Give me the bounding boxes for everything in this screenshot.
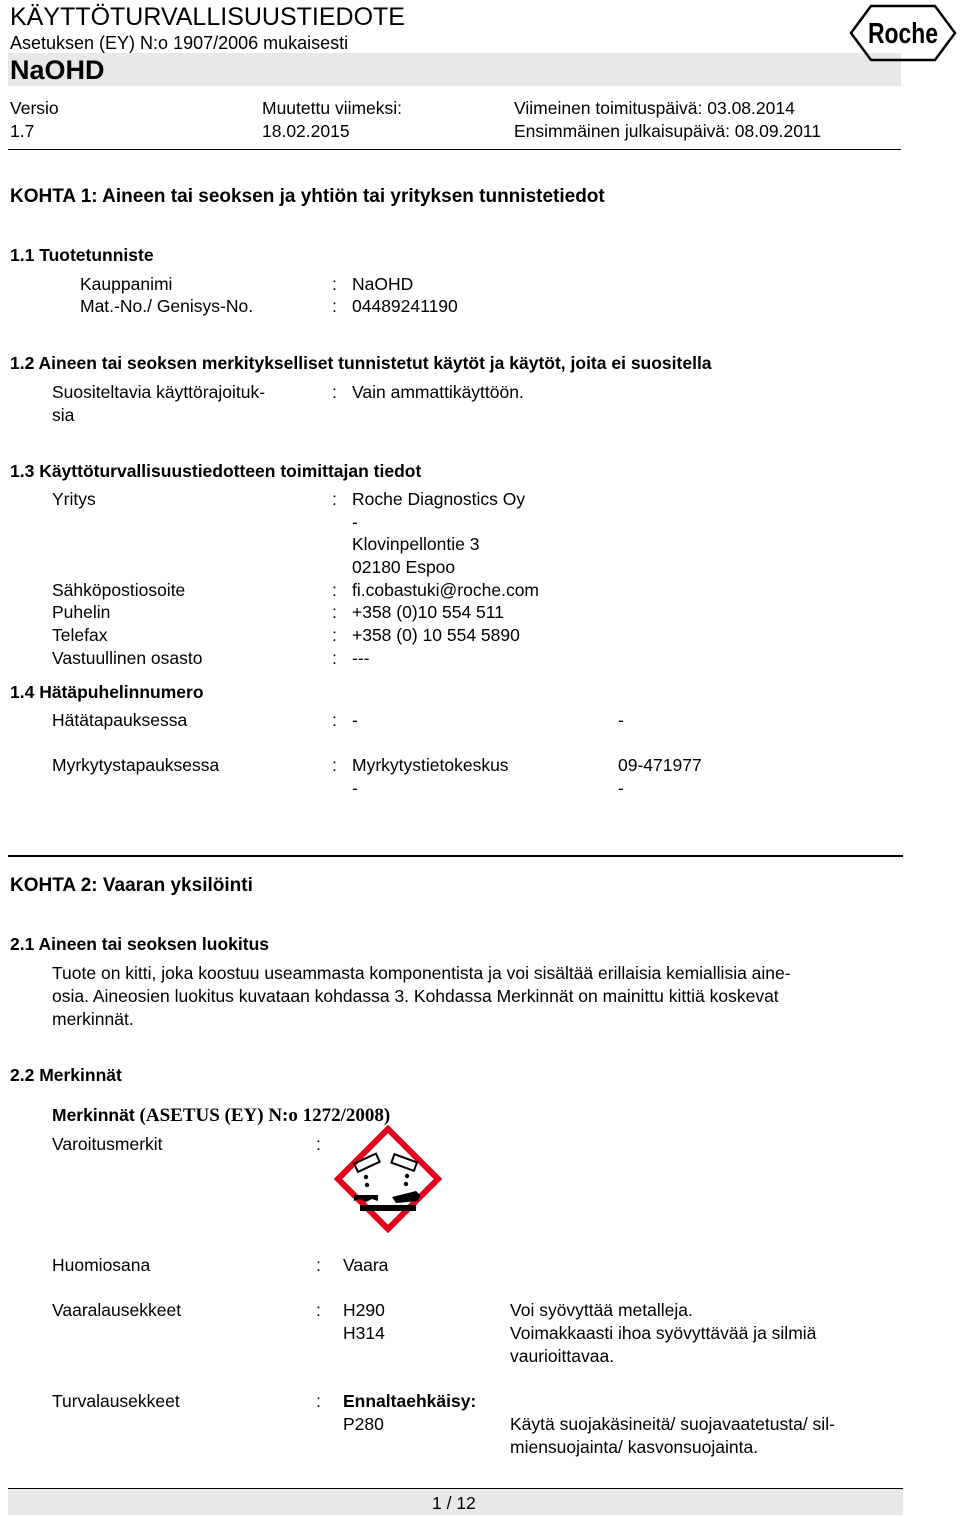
precaution-text-p280-cont: miensuojainta/ kasvonsuojainta. bbox=[510, 1437, 759, 1457]
poison-centre-extra-number: - bbox=[618, 778, 624, 798]
use-restriction-value: Vain ammattikäyttöön. bbox=[352, 382, 524, 402]
ghs05-corrosion-icon bbox=[334, 1125, 442, 1233]
colon: : bbox=[332, 648, 337, 668]
subsection-2-2-heading: 2.2 Merkinnät bbox=[10, 1065, 122, 1085]
roche-logo-text: Roche bbox=[868, 18, 938, 50]
hazard-code-h290: H290 bbox=[343, 1300, 385, 1320]
poison-centre-name: Myrkytystietokeskus bbox=[352, 755, 509, 775]
hazard-text-h314: Voimakkaasti ihoa syövyttävää ja silmiä bbox=[510, 1323, 817, 1343]
subsection-1-4-heading: 1.4 Hätäpuhelinnumero bbox=[10, 682, 204, 702]
header-divider bbox=[8, 149, 901, 150]
classification-text-line2: osia. Aineosien luokitus kuvataan kohdassa 3. Kohdassa Merkinnät on mainittu kittiä koskevat bbox=[52, 986, 779, 1006]
emergency-label: Hätätapauksessa bbox=[52, 710, 188, 730]
subsection-1-3-heading: 1.3 Käyttöturvallisuustiedotteen toimittajan tiedot bbox=[10, 461, 422, 481]
precautionary-statements-label: Turvalausekkeet bbox=[52, 1391, 180, 1411]
revised-value: 18.02.2015 bbox=[262, 121, 350, 141]
version-value: 1.7 bbox=[10, 121, 35, 141]
fax-label: Telefax bbox=[52, 625, 108, 645]
section-1-heading: KOHTA 1: Aineen tai seoksen ja yhtiön tai yrityksen tunnistetiedot bbox=[10, 186, 605, 207]
section-divider bbox=[8, 855, 903, 857]
poison-label: Myrkytystapauksessa bbox=[52, 755, 220, 775]
colon: : bbox=[332, 602, 337, 622]
labelling-label: Merkinnät bbox=[52, 1105, 135, 1125]
colon: : bbox=[332, 296, 337, 316]
matno-value: 04489241190 bbox=[352, 296, 458, 316]
classification-text-line1: Tuote on kitti, joka koostuu useammasta komponentista ja voi sisältää erillaisia kemiallisia aine- bbox=[52, 963, 791, 983]
hazard-text-h314-cont: vaurioittavaa. bbox=[510, 1346, 615, 1366]
email-link[interactable]: fi.cobastuki@roche.com bbox=[352, 580, 540, 600]
colon: : bbox=[316, 1391, 321, 1411]
subsection-2-1-heading: 2.1 Aineen tai seoksen luokitus bbox=[10, 934, 270, 954]
phone-value: +358 (0)10 554 511 bbox=[352, 602, 504, 622]
company-city: 02180 Espoo bbox=[352, 557, 456, 577]
company-name: Roche Diagnostics Oy bbox=[352, 489, 526, 509]
header-band bbox=[8, 53, 901, 86]
colon: : bbox=[332, 489, 337, 509]
colon: : bbox=[316, 1300, 321, 1320]
signal-word-value: Vaara bbox=[343, 1255, 389, 1275]
colon: : bbox=[332, 755, 337, 775]
colon: : bbox=[332, 580, 337, 600]
matno-label: Mat.-No./ Genisys-No. bbox=[80, 296, 254, 316]
colon: : bbox=[332, 274, 337, 294]
poison-centre-extra: - bbox=[352, 778, 358, 798]
hazard-text-h290: Voi syövyttää metalleja. bbox=[510, 1300, 693, 1320]
emergency-value: - bbox=[352, 710, 358, 730]
classification-text-line3: merkinnät. bbox=[52, 1009, 134, 1029]
precaution-text-p280: Käytä suojakäsineitä/ suojavaatetusta/ sil- bbox=[510, 1414, 835, 1434]
footer-divider bbox=[8, 1488, 903, 1489]
precaution-code-p280: P280 bbox=[343, 1414, 384, 1434]
colon: : bbox=[332, 710, 337, 730]
labelling-regulation-ref: (ASETUS (EY) N:o 1272/2008) bbox=[139, 1105, 391, 1126]
colon: : bbox=[332, 382, 337, 402]
last-issue-date: Viimeinen toimituspäivä: 03.08.2014 bbox=[514, 98, 795, 118]
colon: : bbox=[332, 625, 337, 645]
subsection-1-1-heading: 1.1 Tuotetunniste bbox=[10, 245, 154, 265]
roche-logo bbox=[849, 4, 957, 62]
signal-word-label: Huomiosana bbox=[52, 1255, 151, 1275]
subsection-1-2-heading: 1.2 Aineen tai seoksen merkitykselliset tunnistetut käytöt ja käytöt, joita ei suositella bbox=[10, 353, 712, 373]
fax-value: +358 (0) 10 554 5890 bbox=[352, 625, 520, 645]
hazard-code-h314: H314 bbox=[343, 1323, 385, 1343]
first-issue-date: Ensimmäinen julkaisupäivä: 08.09.2011 bbox=[514, 121, 822, 141]
emergency-number: - bbox=[618, 710, 624, 730]
document-subtitle: Asetuksen (EY) N:o 1907/2006 mukaisesti bbox=[10, 33, 349, 53]
phone-label: Puhelin bbox=[52, 602, 111, 622]
revised-label: Muutettu viimeksi: bbox=[262, 98, 403, 118]
email-label: Sähköpostiosoite bbox=[52, 580, 186, 600]
pictogram-label: Varoitusmerkit bbox=[52, 1134, 163, 1154]
document-title: KÄYTTÖTURVALLISUUSTIEDOTE bbox=[10, 3, 405, 31]
use-restriction-label: Suositeltavia käyttörajoituk- bbox=[52, 382, 266, 402]
page-number: 1 / 12 bbox=[432, 1493, 476, 1513]
version-label: Versio bbox=[10, 98, 59, 118]
use-restriction-label-cont: sia bbox=[52, 405, 75, 425]
trade-name-label: Kauppanimi bbox=[80, 274, 173, 294]
colon: : bbox=[316, 1255, 321, 1275]
department-value: --- bbox=[352, 648, 370, 668]
hazard-statements-label: Vaaralausekkeet bbox=[52, 1300, 182, 1320]
poison-centre-number: 09-471977 bbox=[618, 755, 702, 775]
labelling-regulation bbox=[52, 1106, 390, 1125]
company-label: Yritys bbox=[52, 489, 96, 509]
prevention-heading: Ennaltaehkäisy: bbox=[343, 1391, 477, 1411]
colon: : bbox=[316, 1134, 321, 1154]
company-street: Klovinpellontie 3 bbox=[352, 534, 480, 554]
department-label: Vastuullinen osasto bbox=[52, 648, 203, 668]
section-2-heading: KOHTA 2: Vaaran yksilöinti bbox=[10, 875, 253, 896]
trade-name-value: NaOHD bbox=[352, 274, 414, 294]
product-name-header: NaOHD bbox=[10, 55, 105, 85]
company-address-dash: - bbox=[352, 512, 358, 532]
